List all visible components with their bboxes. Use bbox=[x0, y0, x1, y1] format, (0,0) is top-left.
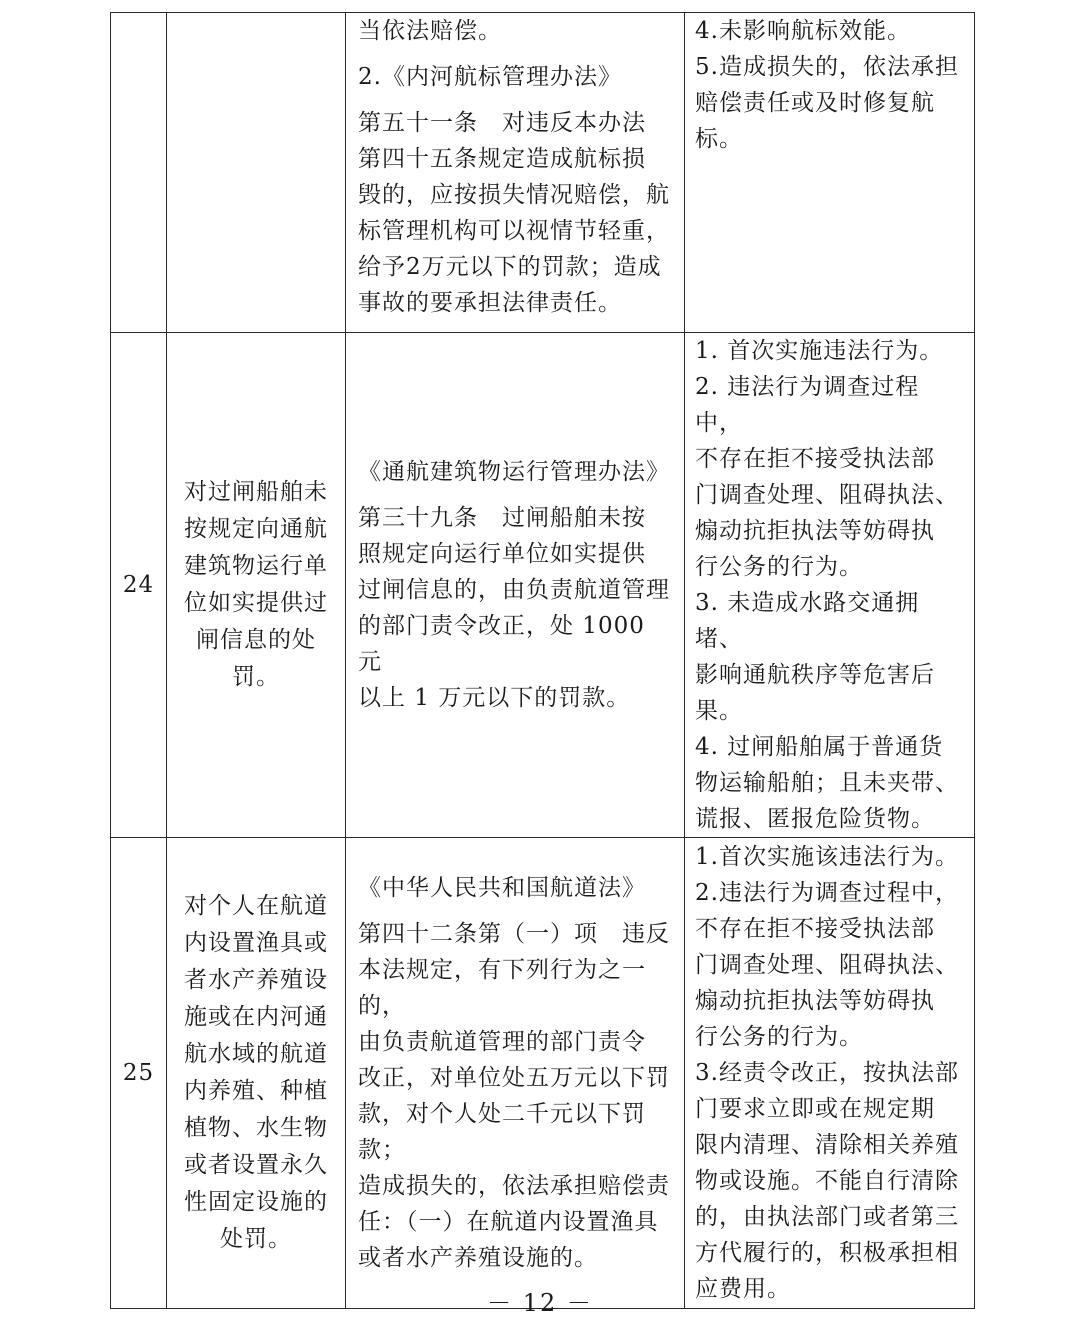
legal-basis-cell bbox=[346, 838, 685, 1309]
condition-line: 2. 违法行为调查过程中， bbox=[695, 374, 920, 436]
condition-line: 3. 未造成水路交通拥堵、 bbox=[695, 590, 920, 652]
item-cell bbox=[167, 838, 346, 1309]
basis-line: 或者水产养殖设施的。 bbox=[358, 1245, 598, 1271]
legal-basis-text bbox=[346, 870, 684, 1276]
condition-line: 3.经责令改正，按执法部 bbox=[695, 1060, 959, 1086]
item-line: 施或在内河通 bbox=[184, 1004, 328, 1030]
conditions-text bbox=[685, 13, 974, 157]
condition-line: 2.违法行为调查过程中， bbox=[695, 880, 959, 906]
penalty-table bbox=[110, 12, 975, 1309]
condition-line: 煽动抗拒执法等妨碍执 bbox=[695, 518, 935, 544]
condition-line: 赔偿责任或及时修复航 bbox=[695, 90, 935, 116]
basis-line: 事故的要承担法律责任。 bbox=[358, 290, 622, 316]
basis-line: 任：（一）在航道内设置渔具 bbox=[358, 1209, 659, 1235]
item-line: 对个人在航道 bbox=[184, 893, 328, 919]
item-line: 内养殖、种植 bbox=[184, 1078, 328, 1104]
basis-line: 第四十五条规定造成航标损 bbox=[358, 146, 646, 172]
item-line: 位如实提供过 bbox=[184, 590, 328, 616]
basis-line: 改正，对单位处五万元以下罚 bbox=[358, 1065, 670, 1091]
condition-line: 4. 过闸船舶属于普通货 bbox=[695, 734, 944, 760]
basis-line: 给予2万元以下的罚款；造成 bbox=[358, 254, 662, 280]
basis-line: 由负责航道管理的部门责令 bbox=[358, 1029, 646, 1055]
basis-line: 第三十九条 过闸船舶未按 bbox=[358, 505, 646, 531]
condition-line: 应费用。 bbox=[695, 1276, 791, 1302]
legal-basis-text bbox=[346, 13, 684, 321]
legal-basis-cell bbox=[346, 13, 685, 333]
item-cell bbox=[167, 333, 346, 838]
condition-line: 1.首次实施该违法行为。 bbox=[695, 844, 959, 870]
item-line: 对过闸船舶未 bbox=[184, 479, 328, 505]
basis-line: 以上 1 万元以下的罚款。 bbox=[358, 685, 631, 711]
conditions-cell bbox=[685, 13, 975, 333]
table-row bbox=[111, 838, 975, 1309]
item-line: 处罚。 bbox=[220, 1226, 292, 1252]
row-number: 24 bbox=[122, 572, 155, 598]
condition-line: 物或设施。不能自行清除 bbox=[695, 1168, 959, 1194]
condition-line: 行公务的行为。 bbox=[695, 1024, 863, 1050]
conditions-cell bbox=[685, 333, 975, 838]
basis-line: 标管理机构可以视情节轻重， bbox=[358, 218, 670, 244]
item-text bbox=[167, 888, 345, 1258]
conditions-text bbox=[685, 333, 974, 837]
condition-line: 限内清理、清除相关养殖 bbox=[695, 1132, 959, 1158]
row-number-cell bbox=[111, 838, 167, 1309]
legal-basis-cell bbox=[346, 333, 685, 838]
conditions-cell bbox=[685, 838, 975, 1309]
basis-line: 本法规定，有下列行为之一的， bbox=[358, 957, 646, 1019]
condition-line: 门要求立即或在规定期 bbox=[695, 1096, 935, 1122]
table-row bbox=[111, 13, 975, 333]
basis-line: 当依法赔偿。 bbox=[358, 18, 502, 44]
condition-line: 影响通航秩序等危害后 bbox=[695, 662, 935, 688]
condition-line: 煽动抗拒执法等妨碍执 bbox=[695, 988, 935, 1014]
item-line: 植物、水生物 bbox=[184, 1115, 328, 1141]
basis-line: 毁的，应按损失情况赔偿，航 bbox=[358, 182, 670, 208]
item-line: 闸信息的处罚。 bbox=[196, 627, 316, 690]
condition-line: 1. 首次实施违法行为。 bbox=[695, 338, 944, 364]
condition-line: 方代履行的，积极承担相 bbox=[695, 1240, 959, 1266]
condition-line: 不存在拒不接受执法部 bbox=[695, 446, 935, 472]
basis-law-title: 《中华人民共和国航道法》 bbox=[358, 875, 646, 901]
row-number: 25 bbox=[122, 1060, 155, 1086]
item-line: 航水域的航道 bbox=[184, 1041, 328, 1067]
item-line: 者水产养殖设 bbox=[184, 967, 328, 993]
basis-line: 过闸信息的，由负责航道管理 bbox=[358, 577, 670, 603]
item-line: 性固定设施的 bbox=[184, 1189, 328, 1215]
condition-line: 5.造成损失的，依法承担 bbox=[695, 54, 959, 80]
condition-line: 标。 bbox=[695, 126, 743, 152]
condition-line: 不存在拒不接受执法部 bbox=[695, 916, 935, 942]
condition-line: 谎报、匿报危险货物。 bbox=[695, 806, 935, 832]
row-number-cell bbox=[111, 333, 167, 838]
item-line: 按规定向通航 bbox=[184, 516, 328, 542]
basis-law-title: 《通航建筑物运行管理办法》 bbox=[358, 459, 670, 485]
item-line: 内设置渔具或 bbox=[184, 930, 328, 956]
row-number-cell bbox=[111, 13, 167, 333]
basis-line: 第五十一条 对违反本办法 bbox=[358, 110, 646, 136]
item-line: 建筑物运行单 bbox=[184, 553, 328, 579]
item-line: 或者设置永久 bbox=[184, 1152, 328, 1178]
legal-basis-text bbox=[346, 454, 684, 716]
basis-line: 的部门责令改正，处 1000 元 bbox=[358, 613, 654, 675]
page-number: － 12 － bbox=[487, 1289, 593, 1317]
condition-line: 门调查处理、阻碍执法、 bbox=[695, 952, 959, 978]
basis-line: 照规定向运行单位如实提供 bbox=[358, 541, 646, 567]
basis-line: 款，对个人处二千元以下罚款； bbox=[358, 1101, 646, 1163]
conditions-text bbox=[685, 839, 974, 1307]
item-text bbox=[167, 474, 345, 696]
basis-line: 造成损失的，依法承担赔偿责 bbox=[358, 1173, 670, 1199]
table-row bbox=[111, 333, 975, 838]
condition-line: 果。 bbox=[695, 698, 743, 724]
basis-law-title: 2.《内河航标管理办法》 bbox=[358, 64, 622, 90]
condition-line: 物运输船舶；且未夹带、 bbox=[695, 770, 959, 796]
condition-line: 门调查处理、阻碍执法、 bbox=[695, 482, 959, 508]
condition-line: 的，由执法部门或者第三 bbox=[695, 1204, 959, 1230]
basis-line: 第四十二条第（一）项 违反 bbox=[358, 921, 670, 947]
item-cell bbox=[167, 13, 346, 333]
condition-line: 行公务的行为。 bbox=[695, 554, 863, 580]
condition-line: 4.未影响航标效能。 bbox=[695, 18, 911, 44]
